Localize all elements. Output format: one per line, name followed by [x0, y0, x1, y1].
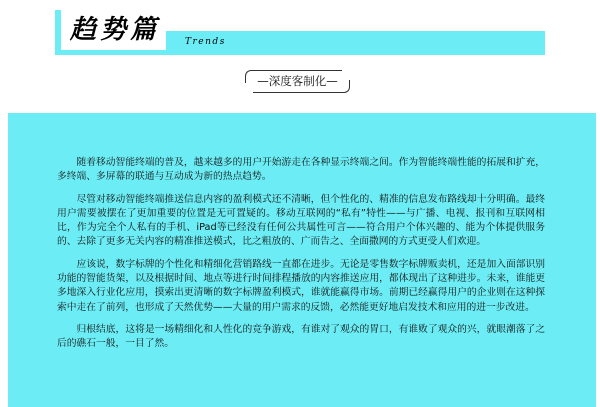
- article-paragraph: 尽管对移动智能终端推送信息内容的盈利模式还不清晰，但个性化的、精准的信息发布路线却十分明确。最终用户需要被摆在了更加重要的位置是无可置疑的。移动互联网的“私有”特性——与广播、电视、报刊和互联网相比，作为完全个人私有的手机、iPad等已经没有任何公共属性可言——符合用户个体兴趣的、能为个体提供服务的、去除了更多无关内容的精准推送模式，比之粗放的、广而告之、全面撒网的方式更受人们欢迎。: [57, 193, 545, 248]
- tagline: —深度客制化—: [257, 74, 338, 88]
- article-panel: [8, 113, 596, 407]
- tagline-frame: [245, 70, 350, 93]
- page-title: 趋势篇: [70, 15, 161, 45]
- article-paragraph: 应该说，数字标牌的个性化和精细化营销路线一直都在进步。无论是零售数字标牌贩卖机，还是加入面部识别功能的智能货架，以及根据时间、地点等进行时间排程播放的内容推送应用，都体现出了这种进步。未来，谁能更多地深入行业化应用，摸索出更清晰的数字标牌盈利模式，谁就能赢得市场。前期已经赢得用户的企业则在这种探索中走在了前列，也形成了天然优势——大量的用户需求的反馈，必然能更好地启发技术和应用的进一步改进。: [57, 258, 545, 313]
- article-paragraph: 随着移动智能终端的普及，越来越多的用户开始游走在各种显示终端之间。作为智能终端性能的拓展和扩充，多终端、多屏幕的联通与互动成为新的热点趋势。: [57, 157, 545, 183]
- page-subtitle-en: Trends: [185, 37, 226, 47]
- article-body: [57, 156, 545, 360]
- article-paragraph: 归根结底，这将是一场精细化和人性化的竞争游戏，有谁对了观众的胃口，有谁败了观众的兴，就眼潮落了之后的礁石一般，一目了然。: [57, 323, 545, 350]
- header-title-box: [55, 10, 166, 50]
